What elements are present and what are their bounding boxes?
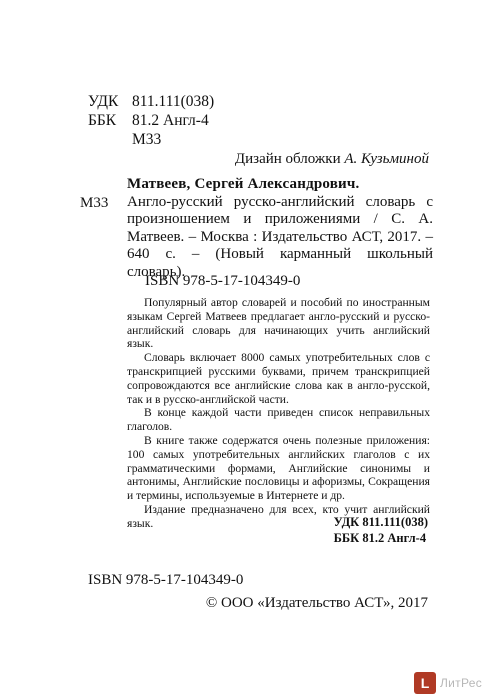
- copyright-notice: © ООО «Издательство АСТ», 2017: [205, 595, 428, 611]
- litres-badge: [340, 666, 490, 700]
- annotation-paragraph: Издание предназначено для всех, кто учит английский язык.: [127, 502, 430, 530]
- entry-description: Англо-русский русско-английский словарь с произношением и приложениями / С. А. Матвеев. – Москва : Издательство АСТ, 2017. – 640 с. – (Новый карманный школьный словарь).: [127, 193, 433, 280]
- annotation-paragraph: Популярный автор словарей и пособий по иностранным языкам Сергей Матвеев предлагает англо-русский и русско-английский словарь для начинающих учить английский язык.: [127, 296, 430, 351]
- cover-designer-name: А. Кузьминой: [344, 151, 429, 167]
- annotation-paragraph: В книге также содержатся очень полезные приложения: 100 самых употребительных английских глаголов с их грамматическими формами, Английские синонимы и антонимы, Английские пословицы и афоризмы, Сокращения и термины, используемые в Интернете и др.: [127, 433, 430, 503]
- bbk-label: ББК: [88, 112, 117, 129]
- bibliographic-entry: [80, 176, 433, 281]
- annotation-paragraph: В конце каждой части приведен список неправильных глаголов.: [127, 406, 430, 434]
- bbk-value: 81.2 Англ-4: [132, 112, 209, 129]
- bbk-code-bottom: ББК 81.2 Англ-4: [333, 531, 427, 545]
- entry-code: М33: [80, 195, 109, 211]
- annotation-paragraph: Словарь включает 8000 самых употребительных слов с транскрипцией русскими буквами, причем транскрипцией сопровождаются все английские слова как в англо-русской, так и в русско-английской части.: [127, 351, 430, 406]
- bbk-row: [88, 111, 214, 130]
- cover-design-label: Дизайн обложки: [234, 151, 341, 167]
- classification-block: [88, 92, 214, 149]
- litres-logo-icon: L: [414, 672, 436, 694]
- isbn-bottom: ISBN 978-5-17-104349-0: [88, 572, 244, 588]
- classification-codes-bottom: [334, 514, 428, 546]
- entry-author: Матвеев, Сергей Александрович.: [127, 176, 360, 192]
- annotation: [127, 296, 430, 531]
- isbn-main: ISBN 978-5-17-104349-0: [145, 273, 301, 289]
- udk-value: 811.111(038): [132, 93, 215, 110]
- udk-label: УДК: [88, 93, 119, 110]
- udk-row: [88, 92, 214, 111]
- author-code: М33: [132, 131, 162, 148]
- entry-body: [127, 176, 433, 281]
- udk-code-bottom: УДК 811.111(038): [333, 515, 428, 529]
- cover-design-credit: [235, 150, 429, 168]
- litres-watermark-text: ЛитРес: [439, 676, 482, 690]
